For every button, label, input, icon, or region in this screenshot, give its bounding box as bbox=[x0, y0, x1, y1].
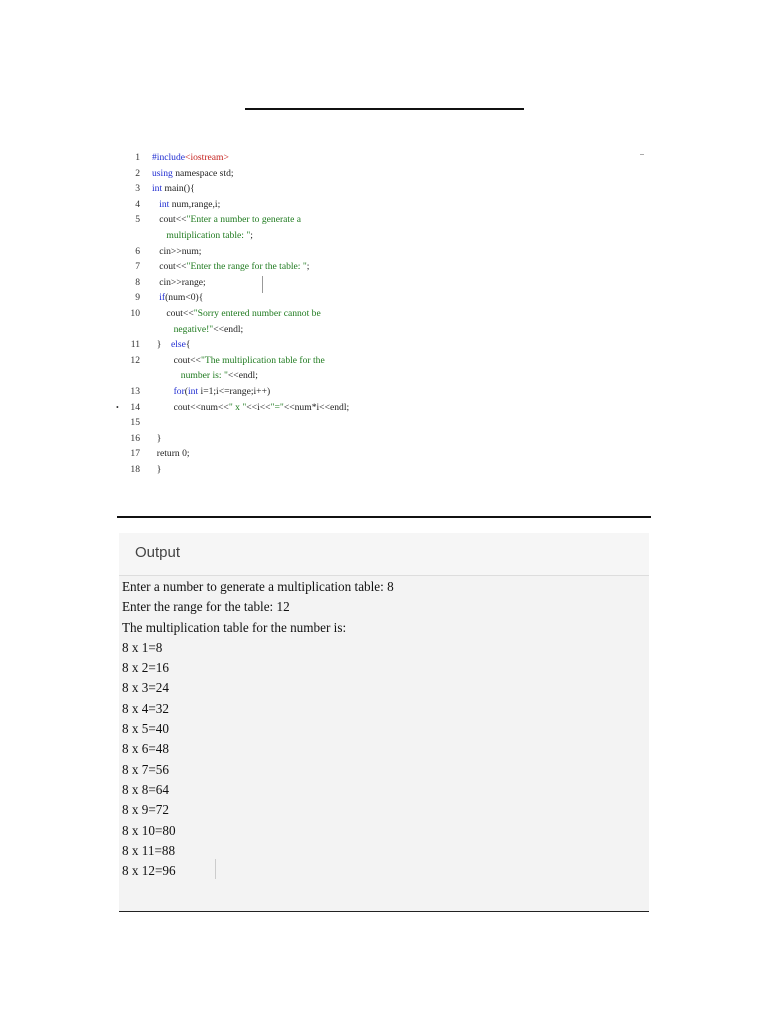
code-line[interactable] bbox=[110, 353, 650, 384]
output-line: 8 x 1=8 bbox=[122, 639, 163, 655]
line-number: 5 bbox=[135, 214, 140, 226]
code-text bbox=[152, 290, 203, 306]
code-token: (num<0){ bbox=[165, 292, 204, 304]
output-line: 8 x 4=32 bbox=[122, 700, 169, 716]
line-number: 3 bbox=[135, 183, 140, 195]
section-divider bbox=[117, 516, 651, 518]
output-line: 8 x 8=64 bbox=[122, 781, 169, 797]
code-token: negative!" bbox=[152, 323, 214, 335]
line-number: 14 bbox=[130, 401, 140, 413]
line-number: 11 bbox=[130, 339, 140, 351]
code-text bbox=[152, 446, 190, 462]
code-text bbox=[152, 197, 220, 213]
code-token bbox=[152, 386, 174, 397]
line-number: 15 bbox=[130, 417, 140, 429]
code-token: ( bbox=[184, 385, 188, 397]
code-wrap-line bbox=[152, 368, 325, 384]
code-line[interactable] bbox=[110, 275, 650, 291]
code-line[interactable] bbox=[110, 400, 650, 416]
code-token: cout<<num<< bbox=[152, 401, 229, 413]
breakpoint-marker[interactable]: • bbox=[116, 402, 119, 412]
code-token: else bbox=[171, 339, 186, 351]
output-panel bbox=[119, 533, 649, 911]
code-line[interactable] bbox=[110, 431, 650, 447]
top-rule bbox=[245, 108, 524, 110]
code-token: } bbox=[152, 463, 162, 475]
code-text bbox=[152, 306, 321, 337]
output-line: 8 x 2=16 bbox=[122, 660, 169, 676]
code-line[interactable] bbox=[110, 181, 650, 197]
code-line[interactable] bbox=[110, 212, 650, 243]
code-line[interactable] bbox=[110, 415, 650, 431]
code-token: for bbox=[173, 385, 185, 397]
code-line[interactable] bbox=[110, 197, 650, 213]
code-line[interactable] bbox=[110, 384, 650, 400]
code-token: "=" bbox=[270, 401, 284, 413]
code-token: } bbox=[152, 432, 162, 444]
code-wrap-line bbox=[152, 322, 321, 338]
code-token: "Sorry entered number cannot be bbox=[193, 307, 321, 319]
code-token: if bbox=[159, 292, 166, 304]
line-number: 7 bbox=[135, 261, 140, 273]
code-line[interactable] bbox=[110, 306, 650, 337]
code-token: namespace std; bbox=[172, 167, 234, 179]
code-token: cout<< bbox=[152, 307, 194, 319]
code-text bbox=[152, 431, 161, 447]
code-token: { bbox=[185, 339, 191, 351]
code-token: #include bbox=[152, 152, 186, 163]
code-token: cout<< bbox=[152, 261, 187, 273]
code-line[interactable] bbox=[110, 259, 650, 275]
code-token: multiplication table: " bbox=[152, 229, 251, 241]
code-token: "Enter a number to generate a bbox=[186, 214, 302, 226]
code-token: } bbox=[152, 339, 171, 351]
output-line: 8 x 7=56 bbox=[122, 761, 169, 777]
code-token: using bbox=[152, 167, 173, 179]
code-token: <<endl; bbox=[213, 323, 244, 335]
line-number: 13 bbox=[130, 385, 140, 397]
code-token: ; bbox=[306, 261, 310, 273]
code-line[interactable] bbox=[110, 150, 650, 166]
line-number: 6 bbox=[135, 245, 140, 257]
code-text bbox=[152, 244, 201, 260]
code-line[interactable] bbox=[110, 337, 650, 353]
bottom-rule bbox=[119, 911, 649, 912]
code-text bbox=[152, 384, 270, 400]
code-token: <<endl; bbox=[227, 370, 258, 382]
code-token: <iostream> bbox=[185, 152, 229, 163]
output-line: 8 x 9=72 bbox=[122, 802, 169, 818]
code-token: num,range,i; bbox=[169, 198, 221, 210]
code-text bbox=[152, 212, 301, 243]
output-header bbox=[119, 533, 649, 576]
code-text bbox=[152, 337, 191, 353]
code-token: i=1;i<=range;i++) bbox=[198, 385, 271, 397]
line-number: 1 bbox=[135, 152, 140, 163]
code-text bbox=[152, 462, 161, 478]
code-text bbox=[152, 259, 309, 275]
text-cursor bbox=[215, 859, 216, 879]
code-token: <<i<< bbox=[246, 401, 271, 413]
output-console bbox=[122, 577, 394, 881]
output-line: The multiplication table for the number is: bbox=[122, 619, 347, 635]
line-number: 10 bbox=[130, 307, 140, 319]
code-token: "The multiplication table for the bbox=[200, 354, 325, 366]
code-line[interactable] bbox=[110, 244, 650, 260]
output-line: Enter a number to generate a multiplication table: 8 bbox=[122, 579, 394, 594]
code-text bbox=[152, 400, 349, 416]
output-line: 8 x 11=88 bbox=[122, 842, 176, 858]
output-title: Output bbox=[135, 544, 181, 561]
code-token: return 0; bbox=[152, 448, 190, 460]
code-line[interactable] bbox=[110, 462, 650, 478]
code-line[interactable] bbox=[110, 166, 650, 182]
line-number: 9 bbox=[135, 292, 140, 304]
code-editor[interactable] bbox=[110, 150, 650, 477]
code-wrap-line bbox=[152, 228, 301, 244]
code-text bbox=[152, 181, 195, 197]
line-number: 16 bbox=[130, 432, 140, 444]
code-text bbox=[152, 353, 325, 384]
code-token: " x " bbox=[228, 401, 247, 413]
code-token: cout<< bbox=[152, 354, 201, 366]
code-token: number is: " bbox=[152, 370, 228, 382]
code-token: int bbox=[187, 385, 199, 397]
code-text bbox=[152, 150, 229, 166]
code-token: ; bbox=[250, 229, 253, 241]
output-line: 8 x 6=48 bbox=[122, 741, 169, 757]
code-line[interactable] bbox=[110, 446, 650, 462]
line-number: 18 bbox=[130, 463, 140, 475]
text-cursor bbox=[262, 276, 263, 293]
code-token: "Enter the range for the table: " bbox=[186, 261, 307, 273]
code-token: int bbox=[159, 198, 170, 210]
code-token: int bbox=[152, 183, 163, 195]
output-line: Enter the range for the table: 12 bbox=[122, 599, 290, 615]
code-text bbox=[152, 166, 234, 182]
line-number: 2 bbox=[135, 167, 140, 179]
code-token: <<num*i<<endl; bbox=[283, 401, 350, 413]
code-line[interactable] bbox=[110, 290, 650, 306]
output-line: 8 x 10=80 bbox=[122, 822, 176, 838]
output-line: 8 x 12=96 bbox=[122, 863, 176, 879]
code-token: cout<< bbox=[152, 214, 187, 226]
line-number: 8 bbox=[135, 276, 140, 288]
line-number: 12 bbox=[130, 354, 140, 366]
code-token: cin>>range; bbox=[152, 276, 206, 288]
line-number: 17 bbox=[130, 448, 140, 460]
output-line: 8 x 3=24 bbox=[122, 680, 169, 696]
line-number: 4 bbox=[135, 198, 140, 210]
code-text bbox=[152, 275, 206, 291]
code-token: main(){ bbox=[162, 183, 195, 195]
code-token: cin>>num; bbox=[152, 245, 202, 257]
output-line: 8 x 5=40 bbox=[122, 721, 169, 737]
